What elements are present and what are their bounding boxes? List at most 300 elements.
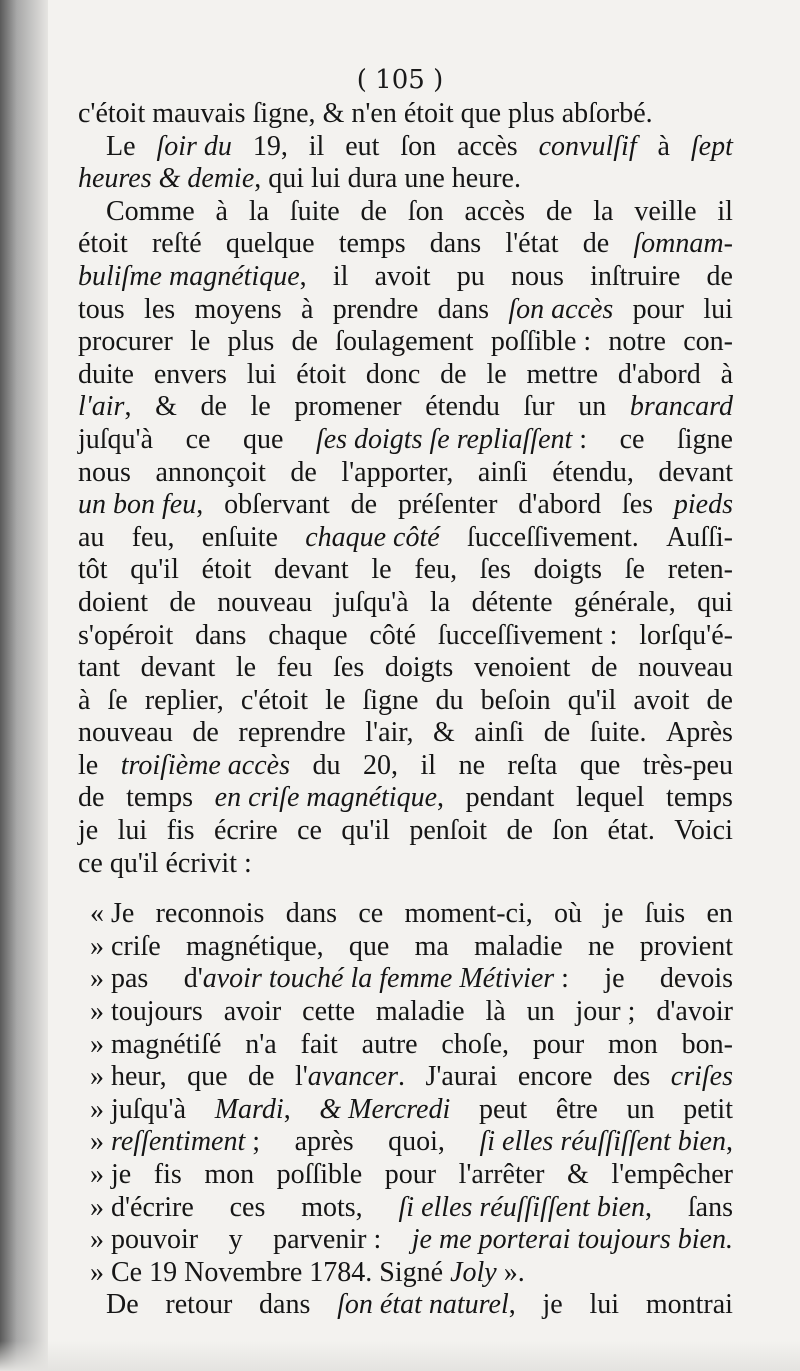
word: ſe <box>624 554 645 586</box>
word: y <box>228 1224 243 1256</box>
word: qui <box>697 586 733 618</box>
text-line <box>78 163 733 196</box>
word: de <box>440 358 467 390</box>
word: ſes doigts ſe repliaſſent : <box>315 423 588 455</box>
word: troiſième accès <box>120 749 290 781</box>
text-line <box>78 1061 733 1094</box>
word: maladie <box>474 930 563 962</box>
word: accès <box>457 130 518 162</box>
word: temps <box>338 228 406 260</box>
word: provient <box>639 930 733 962</box>
word: Comme <box>106 195 195 227</box>
word: ce <box>619 423 645 455</box>
word: mon <box>608 1028 658 1060</box>
word: & <box>155 391 177 423</box>
word: ſucceſſivement : <box>437 619 618 651</box>
word: Joly <box>450 1256 497 1288</box>
word: notre <box>608 326 666 358</box>
word: mauvais <box>152 98 246 129</box>
word: lui <box>246 358 277 390</box>
word: » toujours <box>90 996 203 1028</box>
word: c'étoit <box>78 98 146 129</box>
word: d'abord <box>518 489 602 521</box>
word: avoit <box>633 684 690 716</box>
word: dura <box>347 163 398 195</box>
word: après <box>294 1126 354 1158</box>
word: De <box>106 1289 139 1321</box>
word: il <box>308 130 325 162</box>
word: feu, <box>414 554 458 586</box>
word: un <box>578 391 607 423</box>
word: doient <box>78 586 148 618</box>
word: ſes <box>479 554 511 586</box>
word: ſi elles réuſſiſſent bien, <box>398 1191 653 1223</box>
word: devant <box>658 456 733 488</box>
word: ſigne <box>677 423 733 455</box>
word: maladie <box>375 996 465 1028</box>
word: convulſif <box>538 130 637 162</box>
word: en criſe magnétique, <box>214 782 445 814</box>
word: donc <box>365 358 421 390</box>
word: Signé <box>379 1256 444 1288</box>
word: plus <box>508 98 555 129</box>
word: n'en <box>351 98 397 129</box>
word: heures & demie, <box>78 163 262 195</box>
paragraph <box>78 898 733 1289</box>
text-line <box>78 228 733 261</box>
word: Mardi, <box>214 1093 291 1125</box>
word: détente <box>471 586 553 618</box>
word: l'air, <box>365 717 414 749</box>
word: lui <box>589 1289 620 1321</box>
text-line <box>78 1159 733 1192</box>
word: le <box>486 358 507 390</box>
paragraph <box>78 131 733 196</box>
word: côté <box>369 619 417 651</box>
word: ce <box>297 815 322 847</box>
word: magnétique, <box>186 930 324 962</box>
word: avoit <box>374 260 431 292</box>
word: préſenter <box>397 489 498 521</box>
word: reſta <box>507 749 558 781</box>
word: & <box>567 1159 589 1190</box>
word: reconnois <box>155 898 265 930</box>
word: à <box>720 358 733 390</box>
word: de <box>290 456 317 488</box>
word: promener <box>294 391 402 423</box>
word: & Mercredi <box>319 1093 451 1125</box>
word: être <box>555 1093 598 1125</box>
word: de <box>706 260 733 292</box>
word: montrai <box>645 1289 733 1321</box>
word: ſoir du <box>156 130 232 162</box>
word: poſſible <box>276 1159 363 1190</box>
word: choſe, <box>441 1028 510 1060</box>
word: le <box>190 326 211 358</box>
word: & <box>322 98 345 129</box>
word: quoi, <box>388 1126 445 1158</box>
word: n'a <box>245 1028 277 1060</box>
word: nous <box>78 456 131 488</box>
word: nouveau <box>638 652 733 684</box>
text-line <box>78 1224 733 1257</box>
word: ſi elles réuſſiſſent bien, <box>479 1126 733 1158</box>
text-line <box>78 359 733 392</box>
word: que <box>187 1061 228 1093</box>
word: il <box>332 260 349 292</box>
text-line <box>78 815 733 848</box>
word: de <box>360 195 387 227</box>
word: criſes <box>670 1061 733 1093</box>
word: fis <box>153 1159 182 1190</box>
word: générale, <box>573 586 676 618</box>
word: pu <box>456 260 485 292</box>
text-line <box>78 898 733 931</box>
word: écrivit : <box>165 847 252 879</box>
word: ainſi <box>474 717 525 749</box>
word: pour <box>532 1028 585 1060</box>
word: 19, <box>252 130 288 162</box>
page-number: ( 105 ) <box>356 65 444 95</box>
word: de <box>192 717 219 749</box>
word: ſuis <box>644 898 686 930</box>
word: nous <box>511 260 564 292</box>
text-line <box>78 848 733 881</box>
word: ſans <box>687 1191 733 1223</box>
word: plus <box>227 326 275 358</box>
text-line <box>78 261 733 294</box>
text-line <box>78 996 733 1029</box>
word: « Je <box>90 898 135 930</box>
word: moyens <box>194 293 282 325</box>
word: lui <box>703 293 733 325</box>
text-line <box>78 1094 733 1127</box>
word: tôt <box>78 554 108 586</box>
word: petit <box>683 1093 733 1125</box>
word: » reſſentiment ; <box>90 1126 261 1158</box>
text-line <box>78 554 733 587</box>
word: lequel <box>575 782 645 814</box>
word: parvenir : <box>273 1224 382 1256</box>
word: étoit <box>201 554 252 586</box>
word: je <box>542 1289 563 1321</box>
word: de <box>543 717 571 749</box>
word: mots, <box>301 1191 363 1223</box>
word: enſuite <box>201 521 278 553</box>
text-line <box>78 294 733 327</box>
word: ſur <box>523 391 555 423</box>
word: ſept <box>690 130 733 162</box>
word: » heur, <box>90 1061 167 1093</box>
word: la <box>248 195 270 227</box>
word: en <box>706 898 733 930</box>
word: les <box>144 293 176 325</box>
text-line <box>78 717 733 750</box>
word: annonçoit <box>155 456 266 488</box>
word: mon <box>204 1159 255 1190</box>
text-line <box>78 931 733 964</box>
word: nouveau <box>217 586 313 618</box>
word: dans <box>429 228 482 260</box>
word: cette <box>302 996 355 1028</box>
word: au <box>78 521 105 553</box>
word: lui <box>311 163 341 195</box>
word: eut <box>345 130 380 162</box>
word: brancard <box>629 391 733 423</box>
word: pour <box>384 1159 437 1190</box>
text-line <box>78 522 733 555</box>
word: Auſſi- <box>666 521 733 553</box>
word: juſqu'à <box>78 423 154 455</box>
word: buliſme magnétique, <box>78 260 307 292</box>
word: temps <box>666 782 733 814</box>
word: moment-ci, <box>404 898 533 930</box>
word: devant <box>274 554 349 586</box>
paragraph-gap <box>78 880 733 898</box>
word: ſes <box>621 489 654 521</box>
word: ſuite <box>289 195 340 227</box>
word: reprendre <box>238 717 346 749</box>
word: à <box>78 684 91 716</box>
word: ne <box>458 749 486 781</box>
word: d'avoir <box>656 996 733 1028</box>
word: dans <box>259 1289 311 1321</box>
word: ſon état naturel, <box>337 1289 516 1321</box>
word: dans <box>195 619 247 651</box>
word: à <box>300 293 314 325</box>
word: l'empêcher <box>611 1159 733 1190</box>
word: ſe <box>107 684 128 716</box>
word: lui <box>117 815 148 847</box>
word: reſté <box>151 228 202 260</box>
word: devant <box>140 652 216 684</box>
word: je <box>604 963 625 995</box>
word: penſoit <box>409 815 488 847</box>
word: ma <box>414 930 449 962</box>
word: » pouvoir <box>90 1224 199 1256</box>
word: qu'il <box>341 815 390 847</box>
word: Après <box>666 717 733 749</box>
word: le <box>250 391 271 423</box>
word: doigts <box>384 652 454 684</box>
word: s'opéroit <box>78 619 174 651</box>
word: nouveau <box>78 717 173 749</box>
text-line <box>78 98 733 131</box>
word: » criſe <box>90 930 161 962</box>
word: tous <box>78 293 125 325</box>
word: un <box>626 1093 655 1125</box>
word: de <box>78 782 105 814</box>
word: obſervant <box>224 489 330 521</box>
text-line <box>78 685 733 718</box>
word: de <box>291 326 318 358</box>
word: ſon <box>407 195 444 227</box>
word: écrire <box>213 815 278 847</box>
text-line <box>78 326 733 359</box>
word: envers <box>153 358 227 390</box>
word: le <box>235 652 257 684</box>
text-line <box>78 620 733 653</box>
word: ſoulagement <box>335 326 474 358</box>
word: chaque côté <box>305 521 440 553</box>
text-line <box>78 1192 733 1225</box>
word: je <box>603 898 624 930</box>
word: » je <box>90 1159 132 1190</box>
word: là <box>485 996 506 1028</box>
word: l'air, <box>78 391 132 423</box>
word: l'avancer. <box>294 1061 405 1093</box>
text-line <box>78 391 733 424</box>
word: que <box>242 423 284 455</box>
word: un bon feu, <box>78 489 204 521</box>
word: fis <box>166 815 195 847</box>
word: feu, <box>131 521 175 553</box>
word: ſon <box>400 130 437 162</box>
word: de <box>200 391 227 423</box>
word: ainſi <box>477 456 528 488</box>
word: étendu, <box>552 456 634 488</box>
word: 19 <box>149 1256 178 1288</box>
word: ſuite. <box>589 717 647 749</box>
word: ce <box>185 423 211 455</box>
word: devois <box>659 963 733 995</box>
word: feu <box>276 652 313 684</box>
word: pendant <box>465 782 555 814</box>
text-line <box>78 424 733 457</box>
word: inſtruire <box>590 260 681 292</box>
word: un <box>526 996 555 1028</box>
word: 20, <box>363 749 398 781</box>
word: l'arrêter <box>458 1159 545 1190</box>
word: le <box>371 554 392 586</box>
word: veille <box>634 195 697 227</box>
word: chaque <box>268 619 348 651</box>
text-line <box>78 1257 733 1290</box>
word: con- <box>683 326 733 358</box>
binding-shadow <box>0 0 48 1371</box>
word: replier, <box>144 684 224 716</box>
text-line <box>78 196 733 229</box>
word: encore <box>517 1061 593 1093</box>
word: ſon accès <box>508 293 614 325</box>
word: où <box>554 898 582 930</box>
word: de <box>706 684 733 716</box>
word: lorſqu'é- <box>639 619 733 651</box>
word: jour ; <box>575 996 636 1028</box>
word: Le <box>106 130 136 162</box>
word: ſigne <box>362 684 419 716</box>
text-line <box>78 457 733 490</box>
word: peut <box>478 1093 528 1125</box>
word: étendu <box>425 391 500 423</box>
word: très-peu <box>642 749 733 781</box>
paragraph <box>78 1289 733 1322</box>
word: une <box>404 163 445 195</box>
word: ce <box>358 898 384 930</box>
word: d'avoir touché la femme Métivier : <box>183 963 569 995</box>
word: venoient <box>473 652 571 684</box>
word: ces <box>229 1191 266 1223</box>
word: à <box>657 130 670 162</box>
word: ce <box>78 847 103 879</box>
word: reten- <box>667 554 733 586</box>
text-line <box>78 750 733 783</box>
text-line <box>78 1126 733 1159</box>
word: qu'il <box>567 684 617 716</box>
word: de <box>506 815 533 847</box>
word: ſon <box>552 815 589 847</box>
paragraph <box>78 98 733 131</box>
word: 1784. <box>309 1256 373 1288</box>
text-line <box>78 652 733 685</box>
word: le <box>325 684 346 716</box>
paragraph <box>78 196 733 880</box>
word: heure. <box>451 163 521 195</box>
word: l'état <box>505 228 559 260</box>
word: le <box>78 749 99 781</box>
word: autre <box>361 1028 418 1060</box>
word: ſigne, <box>252 98 316 129</box>
word: étoit <box>296 358 346 390</box>
word: duite <box>78 358 134 390</box>
word: J'aurai <box>425 1061 498 1093</box>
word: ſucceſſivement. <box>466 521 639 553</box>
word: retour <box>165 1289 233 1321</box>
word: étoit <box>403 98 454 129</box>
word: je me porterai toujours bien. <box>411 1224 733 1256</box>
word: du <box>312 749 341 781</box>
word: état. <box>607 815 655 847</box>
word: de <box>545 195 573 227</box>
word: l'apporter, <box>341 456 454 488</box>
text-line <box>78 963 733 996</box>
page-edge-shadow <box>0 1341 800 1371</box>
text-line <box>78 782 733 815</box>
word: mettre <box>526 358 599 390</box>
word: la <box>430 586 451 618</box>
word: ſes <box>333 652 365 684</box>
word: de <box>591 652 618 684</box>
word: que <box>348 930 390 962</box>
word: il <box>420 749 437 781</box>
word: du <box>435 684 464 716</box>
word: & <box>433 717 455 749</box>
word: c'étoit <box>240 684 309 716</box>
word: doigts <box>533 554 603 586</box>
word: abſorbé. <box>561 98 653 129</box>
word: qu'il <box>109 847 159 879</box>
word: qui <box>268 163 305 195</box>
word: tant <box>78 652 120 684</box>
word: pour <box>632 293 684 325</box>
word: qu'il <box>130 554 179 586</box>
word: prendre <box>332 293 419 325</box>
text-line <box>78 131 733 164</box>
word: » juſqu'à <box>90 1093 187 1125</box>
word: juſqu'à <box>333 586 409 618</box>
text-line <box>78 587 733 620</box>
word: Novembre <box>184 1256 303 1288</box>
word: bon- <box>681 1028 733 1060</box>
word: que <box>579 749 621 781</box>
word: » Ce <box>90 1256 143 1288</box>
word: poſſible : <box>490 326 592 358</box>
word: ». <box>503 1256 525 1288</box>
word: » magnétiſé <box>90 1028 222 1060</box>
word: de <box>169 586 196 618</box>
word: temps <box>126 782 193 814</box>
word: étoit <box>78 228 128 260</box>
